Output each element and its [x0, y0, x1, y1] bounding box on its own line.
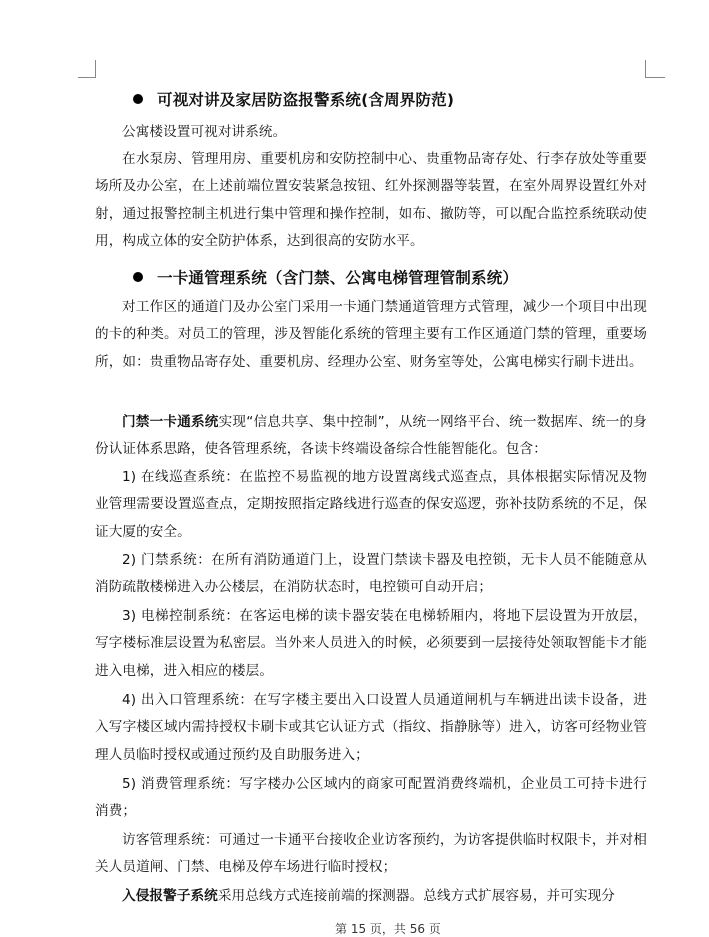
crop-mark-top-left-v	[95, 60, 96, 78]
section-heading: 可视对讲及家居防盗报警系统(含周界防范)	[133, 88, 454, 110]
crop-mark-top-right-h	[645, 77, 665, 78]
list-item: 1) 在线巡查系统：在监控不易监视的地方设置离线式巡查点，具体根据实际情况及物业管理需要设置巡查点，定期按照指定路线进行巡查的保安巡逻，弥补技防系统的不足，保证大厦的安全。	[95, 469, 647, 540]
bullet-icon	[133, 94, 143, 104]
paragraph: 在水泵房、管理用房、重要机房和安防控制中心、贵重物品寄存处、行李存放处等重要场所及办公室，在上述前端位置安装紧急按钮、红外探测器等装置，在室外周界设置红外对射，通过报警控制主机进行集中管理和操作控制，如布、撤防等，可以配合监控系统联动使用，构成立体的安全防护体系，达到很高的安防水平。	[95, 151, 647, 250]
list-item: 2) 门禁系统：在所有消防通道门上，设置门禁读卡器及电控锁，无卡人员不能随意从消防疏散楼梯进入办公楼层，在消防状态时，电控锁可自动开启；	[95, 552, 647, 596]
paragraph: 对工作区的通道门及办公室门采用一卡通门禁通道管理方式管理，减少一个项目中出现的卡的种类。对员工的管理，涉及智能化系统的管理主要有工作区通道门禁的管理，重要场所，如：贵重物品寄存处、重要机房、经理办公室、财务室等处，公寓电梯实行刷卡进出。	[95, 299, 647, 370]
paragraph: 门禁一卡通系统实现“信息共享、集中控制”，从统一网络平台、统一数据库、统一的身份认证体系思路，使各管理系统，各读卡终端设备综合性能智能化。包含：	[95, 414, 647, 458]
bold-term: 门禁一卡通系统	[122, 414, 219, 430]
section-heading: 一卡通管理系统（含门禁、公寓电梯管理管制系统）	[133, 266, 518, 288]
page-footer: 第 15 页，共 56 页	[335, 922, 441, 936]
paragraph: 公寓楼设置可视对讲系统。	[122, 124, 287, 140]
bullet-icon	[133, 272, 143, 282]
list-item: 5) 消费管理系统：写字楼办公区域内的商家可配置消费终端机，企业员工可持卡进行消费；	[95, 776, 647, 820]
list-item: 4) 出入口管理系统：在写字楼主要出入口设置人员通道闸机与车辆进出读卡设备，进入写字楼区域内需持授权卡刷卡或其它认证方式（指纹、指静脉等）进入，访客可经物业管理人员临时授权或通过预约及自助服务进入；	[95, 692, 647, 763]
paragraph: 访客管理系统：可通过一卡通平台接收企业访客预约，为访客提供临时权限卡，并对相关人员道闸、门禁、电梯及停车场进行临时授权；	[95, 832, 647, 876]
paragraph: 入侵报警子系统采用总线方式连接前端的探测器。总线方式扩展容易，并可实现分	[122, 888, 615, 904]
crop-mark-top-right-v	[645, 60, 646, 78]
list-item: 3) 电梯控制系统：在客运电梯的读卡器安装在电梯轿厢内，将地下层设置为开放层，写字楼标准层设置为私密层。当外来人员进入的时候，必须要到一层接待处领取智能卡才能进入电梯，进入相应的楼层。	[95, 608, 647, 679]
crop-mark-top-left-h	[78, 77, 95, 78]
bold-term: 入侵报警子系统	[122, 888, 218, 904]
